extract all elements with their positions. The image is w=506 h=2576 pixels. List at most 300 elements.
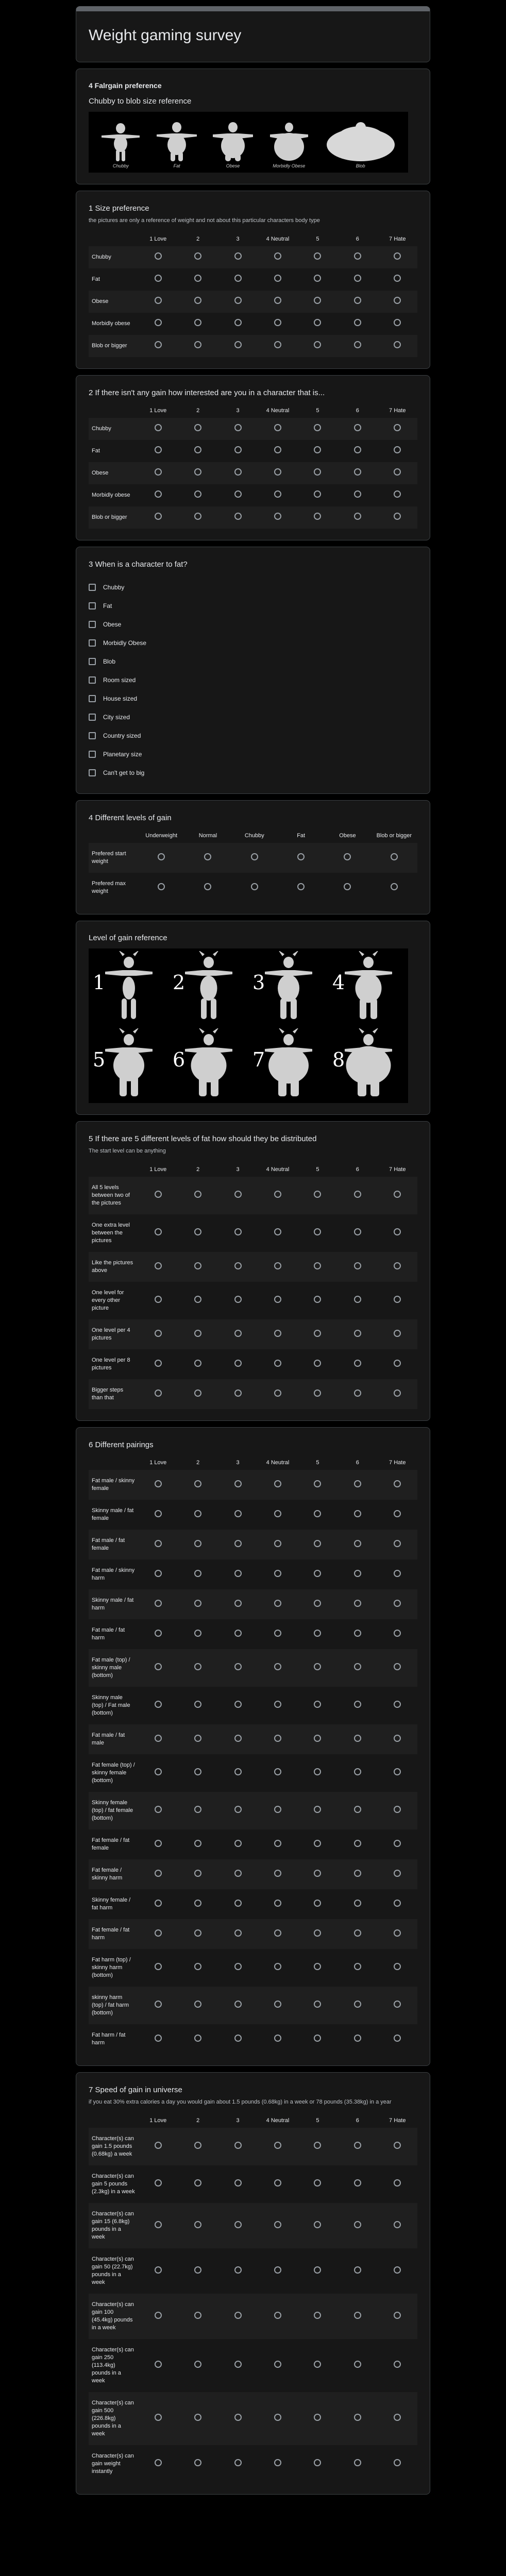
radio-button[interactable] bbox=[344, 853, 351, 860]
checkbox[interactable] bbox=[89, 621, 96, 628]
radio-button[interactable] bbox=[394, 2459, 401, 2466]
radio-button[interactable] bbox=[314, 2414, 321, 2421]
radio-button[interactable] bbox=[314, 1360, 321, 1367]
radio-button[interactable] bbox=[394, 1735, 401, 1742]
radio-button[interactable] bbox=[314, 297, 321, 304]
radio-button[interactable] bbox=[394, 1510, 401, 1517]
radio-button[interactable] bbox=[274, 1480, 281, 1487]
radio-button[interactable] bbox=[314, 1330, 321, 1337]
radio-button[interactable] bbox=[394, 1929, 401, 1937]
radio-button[interactable] bbox=[234, 341, 242, 348]
radio-button[interactable] bbox=[155, 1389, 162, 1397]
radio-button[interactable] bbox=[158, 883, 165, 890]
radio-button[interactable] bbox=[314, 1900, 321, 1907]
radio-button[interactable] bbox=[314, 1870, 321, 1877]
radio-button[interactable] bbox=[274, 513, 281, 520]
radio-button[interactable] bbox=[314, 1630, 321, 1637]
radio-button[interactable] bbox=[394, 1330, 401, 1337]
radio-button[interactable] bbox=[155, 446, 162, 453]
radio-button[interactable] bbox=[155, 513, 162, 520]
radio-button[interactable] bbox=[234, 2361, 242, 2368]
radio-button[interactable] bbox=[394, 2414, 401, 2421]
radio-button[interactable] bbox=[234, 1540, 242, 1547]
radio-button[interactable] bbox=[155, 490, 162, 498]
radio-button[interactable] bbox=[155, 1191, 162, 1198]
radio-button[interactable] bbox=[394, 1600, 401, 1607]
radio-button[interactable] bbox=[354, 468, 361, 476]
radio-button[interactable] bbox=[354, 297, 361, 304]
radio-button[interactable] bbox=[314, 319, 321, 326]
radio-button[interactable] bbox=[354, 1360, 361, 1367]
radio-button[interactable] bbox=[394, 297, 401, 304]
radio-button[interactable] bbox=[194, 513, 201, 520]
radio-button[interactable] bbox=[274, 341, 281, 348]
radio-button[interactable] bbox=[234, 1570, 242, 1577]
radio-button[interactable] bbox=[314, 1963, 321, 1970]
radio-button[interactable] bbox=[194, 2361, 201, 2368]
radio-button[interactable] bbox=[274, 1510, 281, 1517]
radio-button[interactable] bbox=[274, 2361, 281, 2368]
radio-button[interactable] bbox=[394, 2361, 401, 2368]
radio-button[interactable] bbox=[394, 1840, 401, 1847]
radio-button[interactable] bbox=[234, 1228, 242, 1235]
radio-button[interactable] bbox=[394, 490, 401, 498]
radio-button[interactable] bbox=[155, 2221, 162, 2228]
radio-button[interactable] bbox=[194, 2001, 201, 2008]
radio-button[interactable] bbox=[194, 2179, 201, 2187]
radio-button[interactable] bbox=[314, 2221, 321, 2228]
radio-button[interactable] bbox=[314, 513, 321, 520]
radio-button[interactable] bbox=[155, 1330, 162, 1337]
radio-button[interactable] bbox=[394, 1663, 401, 1670]
radio-button[interactable] bbox=[354, 1262, 361, 1269]
radio-button[interactable] bbox=[274, 1191, 281, 1198]
radio-button[interactable] bbox=[234, 2312, 242, 2319]
radio-button[interactable] bbox=[274, 1330, 281, 1337]
radio-button[interactable] bbox=[155, 1570, 162, 1577]
radio-button[interactable] bbox=[274, 1663, 281, 1670]
radio-button[interactable] bbox=[155, 1630, 162, 1637]
radio-button[interactable] bbox=[194, 1191, 201, 1198]
radio-button[interactable] bbox=[314, 1480, 321, 1487]
radio-button[interactable] bbox=[314, 2142, 321, 2149]
radio-button[interactable] bbox=[354, 1330, 361, 1337]
radio-button[interactable] bbox=[194, 1630, 201, 1637]
radio-button[interactable] bbox=[354, 490, 361, 498]
radio-button[interactable] bbox=[155, 2001, 162, 2008]
radio-button[interactable] bbox=[194, 252, 201, 260]
radio-button[interactable] bbox=[194, 275, 201, 282]
radio-button[interactable] bbox=[194, 1870, 201, 1877]
radio-button[interactable] bbox=[274, 1228, 281, 1235]
radio-button[interactable] bbox=[274, 2414, 281, 2421]
radio-button[interactable] bbox=[391, 883, 398, 890]
radio-button[interactable] bbox=[354, 1389, 361, 1397]
radio-button[interactable] bbox=[297, 853, 305, 860]
radio-button[interactable] bbox=[194, 1330, 201, 1337]
radio-button[interactable] bbox=[354, 1929, 361, 1937]
radio-button[interactable] bbox=[194, 468, 201, 476]
radio-button[interactable] bbox=[234, 1768, 242, 1775]
radio-button[interactable] bbox=[314, 1540, 321, 1547]
radio-button[interactable] bbox=[314, 1262, 321, 1269]
radio-button[interactable] bbox=[155, 424, 162, 431]
radio-button[interactable] bbox=[194, 1900, 201, 1907]
radio-button[interactable] bbox=[234, 2266, 242, 2274]
radio-button[interactable] bbox=[274, 1870, 281, 1877]
radio-button[interactable] bbox=[194, 1768, 201, 1775]
radio-button[interactable] bbox=[274, 2001, 281, 2008]
radio-button[interactable] bbox=[155, 1735, 162, 1742]
radio-button[interactable] bbox=[204, 853, 211, 860]
radio-button[interactable] bbox=[155, 1963, 162, 1970]
radio-button[interactable] bbox=[394, 1701, 401, 1708]
radio-button[interactable] bbox=[394, 1900, 401, 1907]
radio-button[interactable] bbox=[314, 2312, 321, 2319]
radio-button[interactable] bbox=[234, 2001, 242, 2008]
checkbox-option[interactable] bbox=[89, 615, 417, 634]
radio-button[interactable] bbox=[314, 2179, 321, 2187]
radio-button[interactable] bbox=[394, 1630, 401, 1637]
radio-button[interactable] bbox=[158, 853, 165, 860]
radio-button[interactable] bbox=[274, 1360, 281, 1367]
radio-button[interactable] bbox=[274, 1600, 281, 1607]
radio-button[interactable] bbox=[354, 1735, 361, 1742]
radio-button[interactable] bbox=[194, 2142, 201, 2149]
radio-button[interactable] bbox=[394, 1389, 401, 1397]
radio-button[interactable] bbox=[314, 424, 321, 431]
radio-button[interactable] bbox=[394, 2035, 401, 2042]
radio-button[interactable] bbox=[274, 1389, 281, 1397]
radio-button[interactable] bbox=[314, 1735, 321, 1742]
radio-button[interactable] bbox=[234, 1840, 242, 1847]
radio-button[interactable] bbox=[394, 1480, 401, 1487]
radio-button[interactable] bbox=[394, 2312, 401, 2319]
radio-button[interactable] bbox=[314, 468, 321, 476]
radio-button[interactable] bbox=[194, 1228, 201, 1235]
radio-button[interactable] bbox=[234, 424, 242, 431]
radio-button[interactable] bbox=[234, 1735, 242, 1742]
radio-button[interactable] bbox=[274, 297, 281, 304]
checkbox-option[interactable] bbox=[89, 578, 417, 597]
radio-button[interactable] bbox=[194, 1360, 201, 1367]
radio-button[interactable] bbox=[234, 252, 242, 260]
radio-button[interactable] bbox=[394, 468, 401, 476]
radio-button[interactable] bbox=[194, 2221, 201, 2228]
radio-button[interactable] bbox=[155, 2179, 162, 2187]
radio-button[interactable] bbox=[234, 1510, 242, 1517]
radio-button[interactable] bbox=[394, 513, 401, 520]
radio-button[interactable] bbox=[274, 275, 281, 282]
radio-button[interactable] bbox=[354, 1806, 361, 1813]
radio-button[interactable] bbox=[314, 1701, 321, 1708]
checkbox[interactable] bbox=[89, 584, 96, 591]
radio-button[interactable] bbox=[314, 1191, 321, 1198]
radio-button[interactable] bbox=[155, 1262, 162, 1269]
radio-button[interactable] bbox=[354, 252, 361, 260]
radio-button[interactable] bbox=[194, 2414, 201, 2421]
radio-button[interactable] bbox=[155, 1510, 162, 1517]
radio-button[interactable] bbox=[194, 1701, 201, 1708]
radio-button[interactable] bbox=[194, 490, 201, 498]
checkbox-option[interactable] bbox=[89, 708, 417, 726]
radio-button[interactable] bbox=[155, 1540, 162, 1547]
radio-button[interactable] bbox=[274, 424, 281, 431]
radio-button[interactable] bbox=[194, 2459, 201, 2466]
radio-button[interactable] bbox=[234, 1806, 242, 1813]
radio-button[interactable] bbox=[394, 1570, 401, 1577]
radio-button[interactable] bbox=[354, 1900, 361, 1907]
radio-button[interactable] bbox=[297, 883, 305, 890]
radio-button[interactable] bbox=[391, 853, 398, 860]
radio-button[interactable] bbox=[274, 1540, 281, 1547]
radio-button[interactable] bbox=[274, 468, 281, 476]
radio-button[interactable] bbox=[234, 1870, 242, 1877]
radio-button[interactable] bbox=[314, 2001, 321, 2008]
radio-button[interactable] bbox=[354, 446, 361, 453]
radio-button[interactable] bbox=[274, 319, 281, 326]
radio-button[interactable] bbox=[274, 1929, 281, 1937]
radio-button[interactable] bbox=[394, 1191, 401, 1198]
radio-button[interactable] bbox=[274, 1963, 281, 1970]
checkbox[interactable] bbox=[89, 602, 96, 609]
radio-button[interactable] bbox=[314, 1840, 321, 1847]
radio-button[interactable] bbox=[394, 341, 401, 348]
radio-button[interactable] bbox=[314, 252, 321, 260]
radio-button[interactable] bbox=[274, 1262, 281, 1269]
radio-button[interactable] bbox=[354, 1510, 361, 1517]
radio-button[interactable] bbox=[354, 2221, 361, 2228]
radio-button[interactable] bbox=[394, 2266, 401, 2274]
radio-button[interactable] bbox=[234, 1963, 242, 1970]
radio-button[interactable] bbox=[234, 1262, 242, 1269]
checkbox-option[interactable] bbox=[89, 764, 417, 782]
checkbox[interactable] bbox=[89, 639, 96, 647]
radio-button[interactable] bbox=[155, 1600, 162, 1607]
radio-button[interactable] bbox=[314, 2361, 321, 2368]
radio-button[interactable] bbox=[394, 1768, 401, 1775]
radio-button[interactable] bbox=[194, 1540, 201, 1547]
radio-button[interactable] bbox=[155, 2459, 162, 2466]
radio-button[interactable] bbox=[155, 1840, 162, 1847]
radio-button[interactable] bbox=[394, 1296, 401, 1303]
radio-button[interactable] bbox=[274, 1701, 281, 1708]
radio-button[interactable] bbox=[234, 2179, 242, 2187]
radio-button[interactable] bbox=[274, 1296, 281, 1303]
radio-button[interactable] bbox=[314, 1296, 321, 1303]
radio-button[interactable] bbox=[314, 2035, 321, 2042]
radio-button[interactable] bbox=[155, 1929, 162, 1937]
radio-button[interactable] bbox=[234, 1480, 242, 1487]
radio-button[interactable] bbox=[274, 490, 281, 498]
radio-button[interactable] bbox=[194, 341, 201, 348]
radio-button[interactable] bbox=[234, 513, 242, 520]
radio-button[interactable] bbox=[234, 2142, 242, 2149]
radio-button[interactable] bbox=[194, 1262, 201, 1269]
checkbox[interactable] bbox=[89, 714, 96, 721]
radio-button[interactable] bbox=[155, 1870, 162, 1877]
radio-button[interactable] bbox=[314, 1929, 321, 1937]
radio-button[interactable] bbox=[354, 1963, 361, 1970]
radio-button[interactable] bbox=[234, 1630, 242, 1637]
radio-button[interactable] bbox=[394, 1262, 401, 1269]
radio-button[interactable] bbox=[234, 1701, 242, 1708]
radio-button[interactable] bbox=[394, 319, 401, 326]
radio-button[interactable] bbox=[314, 2266, 321, 2274]
radio-button[interactable] bbox=[314, 1768, 321, 1775]
checkbox[interactable] bbox=[89, 769, 96, 776]
radio-button[interactable] bbox=[234, 319, 242, 326]
radio-button[interactable] bbox=[234, 1330, 242, 1337]
radio-button[interactable] bbox=[314, 1389, 321, 1397]
radio-button[interactable] bbox=[314, 2459, 321, 2466]
radio-button[interactable] bbox=[314, 1663, 321, 1670]
radio-button[interactable] bbox=[354, 1600, 361, 1607]
radio-button[interactable] bbox=[274, 2142, 281, 2149]
radio-button[interactable] bbox=[194, 1510, 201, 1517]
radio-button[interactable] bbox=[394, 1963, 401, 1970]
radio-button[interactable] bbox=[194, 1600, 201, 1607]
radio-button[interactable] bbox=[354, 2179, 361, 2187]
radio-button[interactable] bbox=[234, 2035, 242, 2042]
radio-button[interactable] bbox=[234, 297, 242, 304]
radio-button[interactable] bbox=[394, 2142, 401, 2149]
radio-button[interactable] bbox=[354, 1540, 361, 1547]
radio-button[interactable] bbox=[354, 2414, 361, 2421]
radio-button[interactable] bbox=[155, 341, 162, 348]
radio-button[interactable] bbox=[234, 1389, 242, 1397]
checkbox[interactable] bbox=[89, 751, 96, 758]
radio-button[interactable] bbox=[274, 2312, 281, 2319]
radio-button[interactable] bbox=[394, 1806, 401, 1813]
checkbox-option[interactable] bbox=[89, 652, 417, 671]
radio-button[interactable] bbox=[274, 1570, 281, 1577]
radio-button[interactable] bbox=[194, 1963, 201, 1970]
radio-button[interactable] bbox=[194, 1389, 201, 1397]
radio-button[interactable] bbox=[354, 1663, 361, 1670]
radio-button[interactable] bbox=[354, 341, 361, 348]
radio-button[interactable] bbox=[234, 1296, 242, 1303]
radio-button[interactable] bbox=[354, 1870, 361, 1877]
radio-button[interactable] bbox=[354, 2266, 361, 2274]
radio-button[interactable] bbox=[194, 1480, 201, 1487]
radio-button[interactable] bbox=[234, 2221, 242, 2228]
radio-button[interactable] bbox=[155, 252, 162, 260]
radio-button[interactable] bbox=[251, 883, 258, 890]
radio-button[interactable] bbox=[274, 2266, 281, 2274]
radio-button[interactable] bbox=[394, 2221, 401, 2228]
radio-button[interactable] bbox=[194, 2266, 201, 2274]
radio-button[interactable] bbox=[314, 446, 321, 453]
radio-button[interactable] bbox=[354, 2361, 361, 2368]
radio-button[interactable] bbox=[394, 1870, 401, 1877]
radio-button[interactable] bbox=[354, 1840, 361, 1847]
radio-button[interactable] bbox=[194, 2035, 201, 2042]
radio-button[interactable] bbox=[394, 1360, 401, 1367]
radio-button[interactable] bbox=[344, 883, 351, 890]
radio-button[interactable] bbox=[274, 252, 281, 260]
radio-button[interactable] bbox=[274, 1840, 281, 1847]
radio-button[interactable] bbox=[234, 2414, 242, 2421]
radio-button[interactable] bbox=[155, 1768, 162, 1775]
radio-button[interactable] bbox=[394, 2179, 401, 2187]
radio-button[interactable] bbox=[155, 1663, 162, 1670]
radio-button[interactable] bbox=[274, 2035, 281, 2042]
radio-button[interactable] bbox=[314, 341, 321, 348]
radio-button[interactable] bbox=[194, 1570, 201, 1577]
radio-button[interactable] bbox=[354, 1630, 361, 1637]
radio-button[interactable] bbox=[234, 2459, 242, 2466]
checkbox-option[interactable] bbox=[89, 597, 417, 615]
radio-button[interactable] bbox=[354, 1768, 361, 1775]
radio-button[interactable] bbox=[234, 1191, 242, 1198]
radio-button[interactable] bbox=[155, 1900, 162, 1907]
radio-button[interactable] bbox=[194, 1806, 201, 1813]
radio-button[interactable] bbox=[155, 2142, 162, 2149]
checkbox[interactable] bbox=[89, 732, 96, 739]
radio-button[interactable] bbox=[354, 1228, 361, 1235]
radio-button[interactable] bbox=[234, 1663, 242, 1670]
radio-button[interactable] bbox=[234, 1929, 242, 1937]
radio-button[interactable] bbox=[194, 1735, 201, 1742]
radio-button[interactable] bbox=[274, 446, 281, 453]
radio-button[interactable] bbox=[354, 2035, 361, 2042]
radio-button[interactable] bbox=[354, 2312, 361, 2319]
radio-button[interactable] bbox=[274, 2221, 281, 2228]
radio-button[interactable] bbox=[155, 297, 162, 304]
radio-button[interactable] bbox=[251, 853, 258, 860]
radio-button[interactable] bbox=[314, 1510, 321, 1517]
radio-button[interactable] bbox=[274, 1900, 281, 1907]
radio-button[interactable] bbox=[155, 319, 162, 326]
radio-button[interactable] bbox=[274, 1630, 281, 1637]
radio-button[interactable] bbox=[354, 319, 361, 326]
radio-button[interactable] bbox=[194, 1663, 201, 1670]
radio-button[interactable] bbox=[234, 468, 242, 476]
radio-button[interactable] bbox=[194, 319, 201, 326]
radio-button[interactable] bbox=[394, 1228, 401, 1235]
radio-button[interactable] bbox=[234, 1600, 242, 1607]
radio-button[interactable] bbox=[314, 1600, 321, 1607]
radio-button[interactable] bbox=[155, 1701, 162, 1708]
radio-button[interactable] bbox=[314, 1228, 321, 1235]
radio-button[interactable] bbox=[155, 1228, 162, 1235]
checkbox-option[interactable] bbox=[89, 726, 417, 745]
radio-button[interactable] bbox=[194, 2312, 201, 2319]
radio-button[interactable] bbox=[194, 1840, 201, 1847]
radio-button[interactable] bbox=[234, 446, 242, 453]
radio-button[interactable] bbox=[314, 275, 321, 282]
radio-button[interactable] bbox=[394, 2001, 401, 2008]
radio-button[interactable] bbox=[155, 1360, 162, 1367]
radio-button[interactable] bbox=[354, 2142, 361, 2149]
radio-button[interactable] bbox=[394, 446, 401, 453]
checkbox[interactable] bbox=[89, 695, 96, 702]
radio-button[interactable] bbox=[274, 2459, 281, 2466]
checkbox[interactable] bbox=[89, 658, 96, 665]
checkbox[interactable] bbox=[89, 676, 96, 684]
radio-button[interactable] bbox=[155, 1480, 162, 1487]
radio-button[interactable] bbox=[394, 275, 401, 282]
radio-button[interactable] bbox=[274, 1735, 281, 1742]
radio-button[interactable] bbox=[234, 275, 242, 282]
radio-button[interactable] bbox=[155, 2414, 162, 2421]
radio-button[interactable] bbox=[354, 1296, 361, 1303]
radio-button[interactable] bbox=[194, 1296, 201, 1303]
radio-button[interactable] bbox=[155, 2361, 162, 2368]
radio-button[interactable] bbox=[394, 1540, 401, 1547]
radio-button[interactable] bbox=[354, 1570, 361, 1577]
